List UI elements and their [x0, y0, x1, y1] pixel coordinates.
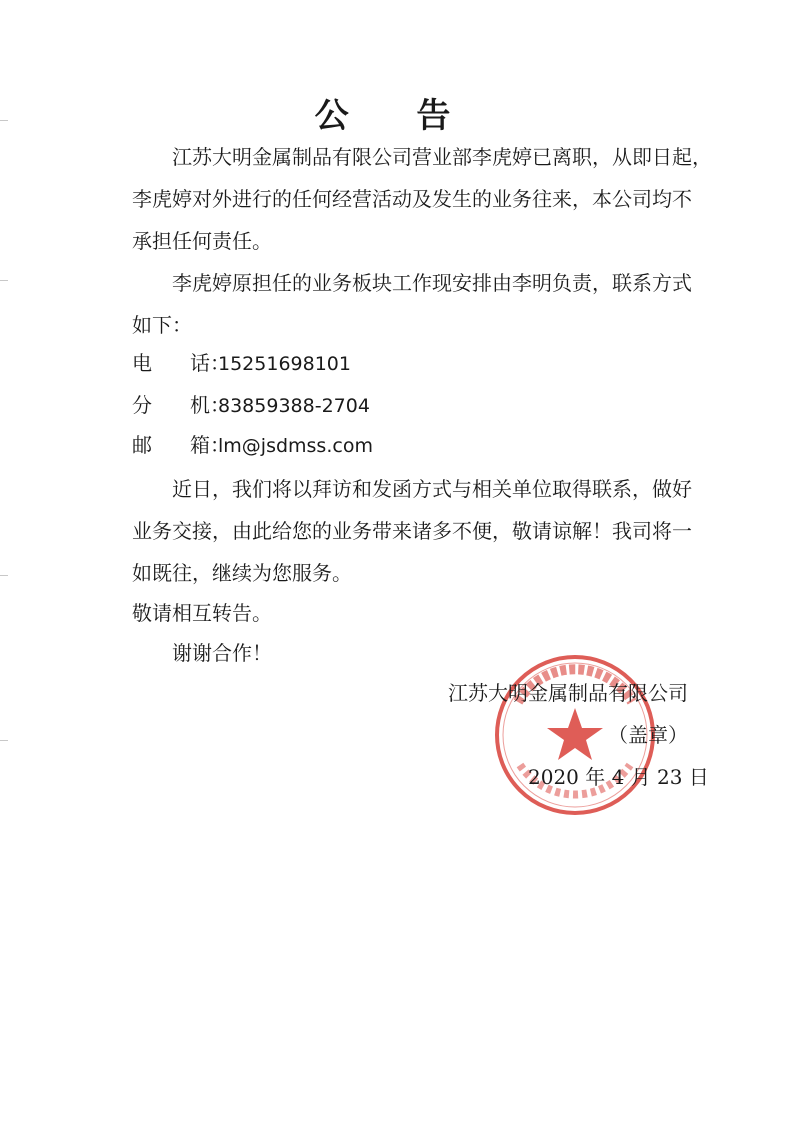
- contact-extension: [132, 392, 370, 419]
- paragraph-line: 江苏大明金属制品有限公司营业部李虎婷已离职，从即日起，: [172, 145, 712, 169]
- paragraph-line: 李虎婷原担任的业务板块工作现安排由李明负责，联系方式: [172, 271, 692, 295]
- scan-mark: [0, 740, 8, 741]
- paragraph-line: 业务交接，由此给您的业务带来诸多不便，敬请谅解！我司将一: [132, 519, 692, 543]
- contact-phone: [132, 350, 351, 377]
- company-signature: 江苏大明金属制品有限公司: [448, 681, 688, 705]
- phone-value: 15251698101: [218, 353, 351, 375]
- contact-label: 邮: [132, 433, 152, 457]
- seal-note: （盖章）: [608, 723, 688, 747]
- notice-title: 公 告: [314, 96, 479, 136]
- paragraph-line: 李虎婷对外进行的任何经营活动及发生的业务往来，本公司均不: [132, 187, 692, 211]
- contact-label: 分: [132, 393, 152, 417]
- contact-label: 箱：: [190, 433, 230, 457]
- closing-line: 敬请相互转告。: [132, 601, 272, 625]
- paragraph-line: 近日，我们将以拜访和发函方式与相关单位取得联系，做好: [172, 477, 692, 501]
- paragraph-line: 承担任何责任。: [132, 229, 272, 253]
- contact-label: 话：: [190, 351, 230, 375]
- paragraph-line: 如下：: [132, 313, 192, 337]
- closing-line: 谢谢合作！: [172, 641, 272, 665]
- notice-date: 2020 年 4 月 23 日: [528, 765, 709, 789]
- seal-star-icon: [547, 708, 603, 760]
- paragraph-line: 如既往，继续为您服务。: [132, 561, 352, 585]
- extension-value: 83859388-2704: [218, 395, 370, 417]
- contact-label: 机：: [190, 393, 230, 417]
- email-value: lm@jsdmss.com: [218, 435, 373, 457]
- scan-mark: [0, 280, 8, 281]
- contact-email: [132, 432, 373, 459]
- contact-label: 电: [132, 351, 152, 375]
- scan-mark: [0, 575, 8, 576]
